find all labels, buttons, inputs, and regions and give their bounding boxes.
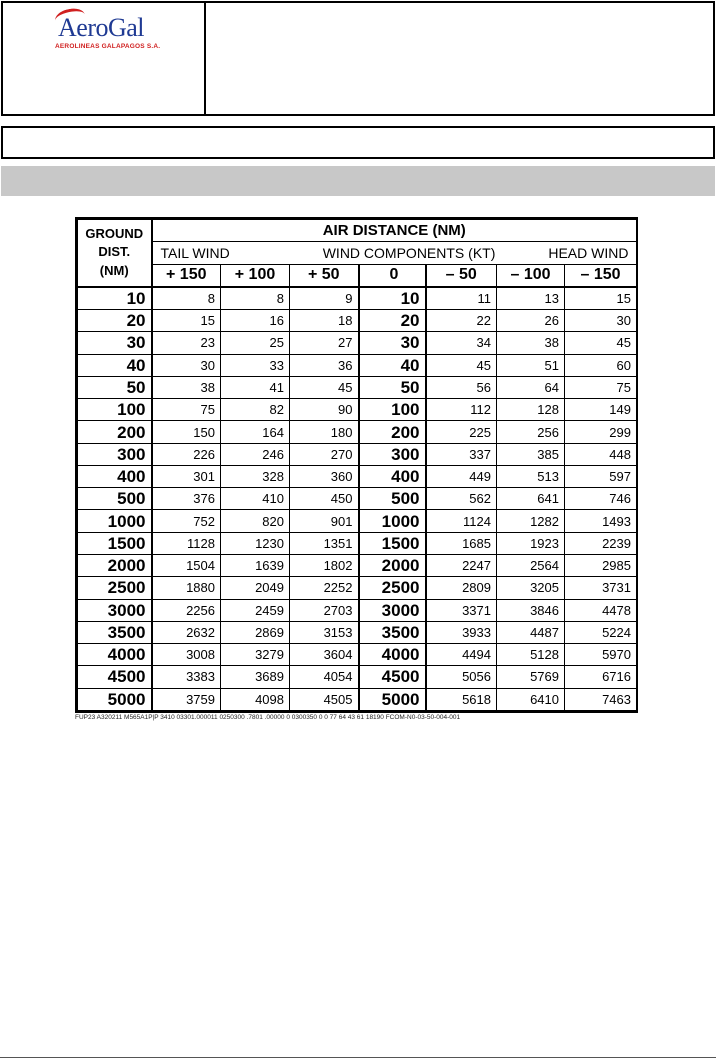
wind-labels bbox=[152, 242, 637, 264]
air-distance-cell: 1504 bbox=[152, 554, 221, 576]
ground-distance-cell: 500 bbox=[78, 488, 152, 510]
air-distance-cell: 16 bbox=[221, 310, 290, 332]
head-wind-label: HEAD WIND bbox=[548, 244, 629, 261]
table-row bbox=[78, 532, 637, 554]
air-distance-cell: 150 bbox=[152, 421, 221, 443]
zero-wind-cell: 1000 bbox=[359, 510, 426, 532]
wind-components-label: WIND COMPONENTS (KT) bbox=[322, 244, 496, 261]
air-distance-cell: 25 bbox=[221, 332, 290, 354]
ground-distance-cell: 5000 bbox=[78, 688, 152, 710]
air-distance-cell: 2049 bbox=[221, 577, 290, 599]
air-distance-cell: 5224 bbox=[565, 621, 637, 643]
air-distance-cell: 30 bbox=[565, 310, 637, 332]
air-distance-cell: 23 bbox=[152, 332, 221, 354]
ground-distance-cell: 200 bbox=[78, 421, 152, 443]
air-distance-cell: 4494 bbox=[426, 644, 497, 666]
ground-distance-cell: 3500 bbox=[78, 621, 152, 643]
wind-label-row bbox=[78, 242, 637, 264]
air-distance-cell: 1880 bbox=[152, 577, 221, 599]
table-row bbox=[78, 488, 637, 510]
column-header: + 50 bbox=[290, 264, 359, 287]
section-title-band bbox=[1, 166, 715, 196]
air-distance-cell: 3731 bbox=[565, 577, 637, 599]
zero-wind-cell: 20 bbox=[359, 310, 426, 332]
zero-wind-cell: 300 bbox=[359, 443, 426, 465]
table-row bbox=[78, 644, 637, 666]
document-reference-code: FUP23 A320211 M565A1P|P 3410 03301.000011 0250300 .7801 .00000 0 0300350 0 0 77 64 43 61 18190 FCOM-N0-03-50-004-001 bbox=[75, 714, 461, 721]
logo-cell bbox=[3, 3, 206, 114]
air-distance-cell: 4505 bbox=[290, 688, 359, 710]
document-header bbox=[1, 1, 715, 116]
air-distance-cell: 2247 bbox=[426, 554, 497, 576]
air-distance-cell: 4487 bbox=[497, 621, 565, 643]
ground-distance-header bbox=[78, 220, 152, 287]
air-distance-cell: 2252 bbox=[290, 577, 359, 599]
air-distance-cell: 18 bbox=[290, 310, 359, 332]
air-distance-cell: 1230 bbox=[221, 532, 290, 554]
table-row bbox=[78, 465, 637, 487]
air-distance-cell: 301 bbox=[152, 465, 221, 487]
air-distance-cell: 38 bbox=[152, 376, 221, 398]
ground-distance-cell: 2000 bbox=[78, 554, 152, 576]
ground-distance-cell: 1500 bbox=[78, 532, 152, 554]
ground-distance-cell: 4000 bbox=[78, 644, 152, 666]
air-distance-cell: 1685 bbox=[426, 532, 497, 554]
air-distance-cell: 1128 bbox=[152, 532, 221, 554]
air-distance-cell: 30 bbox=[152, 354, 221, 376]
ground-label: GROUND bbox=[85, 225, 144, 241]
air-distance-cell: 3689 bbox=[221, 666, 290, 688]
ground-distance-cell: 30 bbox=[78, 332, 152, 354]
zero-wind-cell: 40 bbox=[359, 354, 426, 376]
ground-distance-cell: 50 bbox=[78, 376, 152, 398]
air-distance-cell: 225 bbox=[426, 421, 497, 443]
column-header: – 50 bbox=[426, 264, 497, 287]
air-distance-cell: 27 bbox=[290, 332, 359, 354]
air-distance-cell: 41 bbox=[221, 376, 290, 398]
air-distance-cell: 4054 bbox=[290, 666, 359, 688]
air-distance-cell: 149 bbox=[565, 399, 637, 421]
air-distance-cell: 5769 bbox=[497, 666, 565, 688]
ground-distance-cell: 400 bbox=[78, 465, 152, 487]
air-distance-cell: 597 bbox=[565, 465, 637, 487]
tail-wind-label: TAIL WIND bbox=[160, 244, 230, 261]
air-distance-cell: 2459 bbox=[221, 599, 290, 621]
air-distance-cell: 901 bbox=[290, 510, 359, 532]
air-distance-cell: 64 bbox=[497, 376, 565, 398]
air-distance-cell: 2869 bbox=[221, 621, 290, 643]
air-distance-cell: 4098 bbox=[221, 688, 290, 710]
zero-wind-cell: 5000 bbox=[359, 688, 426, 710]
zero-wind-cell: 2000 bbox=[359, 554, 426, 576]
air-distance-cell: 164 bbox=[221, 421, 290, 443]
air-distance-cell: 360 bbox=[290, 465, 359, 487]
dist-label: DIST. bbox=[98, 244, 131, 260]
air-distance-cell: 128 bbox=[497, 399, 565, 421]
air-distance-cell: 3933 bbox=[426, 621, 497, 643]
air-distance-cell: 410 bbox=[221, 488, 290, 510]
air-distance-cell: 2985 bbox=[565, 554, 637, 576]
air-distance-cell: 45 bbox=[426, 354, 497, 376]
column-header: 0 bbox=[359, 264, 426, 287]
air-distance-cell: 51 bbox=[497, 354, 565, 376]
table-row bbox=[78, 287, 637, 310]
air-distance-cell: 7463 bbox=[565, 688, 637, 710]
reference-bar bbox=[1, 126, 715, 159]
air-distance-cell: 2256 bbox=[152, 599, 221, 621]
air-distance-cell: 6410 bbox=[497, 688, 565, 710]
air-distance-cell: 1639 bbox=[221, 554, 290, 576]
page-bottom-rule bbox=[0, 1057, 716, 1058]
air-distance-cell: 385 bbox=[497, 443, 565, 465]
air-distance-cell: 75 bbox=[152, 399, 221, 421]
zero-wind-cell: 3000 bbox=[359, 599, 426, 621]
zero-wind-cell: 400 bbox=[359, 465, 426, 487]
air-distance-cell: 2703 bbox=[290, 599, 359, 621]
air-distance-cell: 3153 bbox=[290, 621, 359, 643]
company-logo-subtitle: AEROLINEAS GALAPAGOS S.A. bbox=[55, 43, 161, 50]
table-row bbox=[78, 577, 637, 599]
ground-distance-cell: 100 bbox=[78, 399, 152, 421]
table-row bbox=[78, 421, 637, 443]
zero-wind-cell: 4000 bbox=[359, 644, 426, 666]
air-distance-cell: 1351 bbox=[290, 532, 359, 554]
table-row bbox=[78, 376, 637, 398]
air-distance-cell: 562 bbox=[426, 488, 497, 510]
air-distance-cell: 2632 bbox=[152, 621, 221, 643]
zero-wind-cell: 1500 bbox=[359, 532, 426, 554]
air-distance-cell: 90 bbox=[290, 399, 359, 421]
air-distance-cell: 641 bbox=[497, 488, 565, 510]
zero-wind-cell: 3500 bbox=[359, 621, 426, 643]
air-distance-cell: 270 bbox=[290, 443, 359, 465]
air-distance-cell: 3205 bbox=[497, 577, 565, 599]
zero-wind-cell: 200 bbox=[359, 421, 426, 443]
zero-wind-cell: 30 bbox=[359, 332, 426, 354]
air-distance-cell: 13 bbox=[497, 287, 565, 310]
air-distance-cell: 75 bbox=[565, 376, 637, 398]
air-distance-cell: 15 bbox=[565, 287, 637, 310]
table-row bbox=[78, 443, 637, 465]
table-row bbox=[78, 666, 637, 688]
air-distance-cell: 33 bbox=[221, 354, 290, 376]
air-distance-cell: 8 bbox=[221, 287, 290, 310]
air-distance-cell: 1124 bbox=[426, 510, 497, 532]
air-distance-cell: 34 bbox=[426, 332, 497, 354]
air-distance-cell: 3279 bbox=[221, 644, 290, 666]
air-distance-cell: 2809 bbox=[426, 577, 497, 599]
table-row bbox=[78, 621, 637, 643]
title-row bbox=[78, 220, 637, 242]
zero-wind-cell: 50 bbox=[359, 376, 426, 398]
air-distance-cell: 256 bbox=[497, 421, 565, 443]
zero-wind-cell: 4500 bbox=[359, 666, 426, 688]
air-distance-cell: 15 bbox=[152, 310, 221, 332]
air-distance-cell: 1802 bbox=[290, 554, 359, 576]
air-distance-cell: 45 bbox=[565, 332, 637, 354]
column-header: + 150 bbox=[152, 264, 221, 287]
air-distance-cell: 746 bbox=[565, 488, 637, 510]
air-distance-cell: 112 bbox=[426, 399, 497, 421]
company-logo: AeroGal bbox=[58, 13, 145, 42]
table-row bbox=[78, 510, 637, 532]
zero-wind-cell: 10 bbox=[359, 287, 426, 310]
air-distance-cell: 3604 bbox=[290, 644, 359, 666]
air-distance-cell: 513 bbox=[497, 465, 565, 487]
zero-wind-cell: 100 bbox=[359, 399, 426, 421]
air-distance-cell: 3846 bbox=[497, 599, 565, 621]
air-distance-cell: 337 bbox=[426, 443, 497, 465]
air-distance-cell: 36 bbox=[290, 354, 359, 376]
air-distance-cell: 2564 bbox=[497, 554, 565, 576]
table-row bbox=[78, 399, 637, 421]
ground-distance-cell: 300 bbox=[78, 443, 152, 465]
column-header: – 100 bbox=[497, 264, 565, 287]
ground-distance-cell: 40 bbox=[78, 354, 152, 376]
air-distance-cell: 180 bbox=[290, 421, 359, 443]
air-distance-cell: 38 bbox=[497, 332, 565, 354]
air-distance-cell: 328 bbox=[221, 465, 290, 487]
air-distance-cell: 1923 bbox=[497, 532, 565, 554]
air-distance-cell: 5056 bbox=[426, 666, 497, 688]
air-distance-cell: 45 bbox=[290, 376, 359, 398]
air-distance-cell: 9 bbox=[290, 287, 359, 310]
air-distance-cell: 820 bbox=[221, 510, 290, 532]
ground-distance-cell: 2500 bbox=[78, 577, 152, 599]
air-distance-cell: 752 bbox=[152, 510, 221, 532]
air-distance-cell: 3371 bbox=[426, 599, 497, 621]
zero-wind-cell: 2500 bbox=[359, 577, 426, 599]
air-distance-cell: 3008 bbox=[152, 644, 221, 666]
table-row bbox=[78, 332, 637, 354]
table-row bbox=[78, 688, 637, 710]
air-distance-cell: 8 bbox=[152, 287, 221, 310]
air-distance-cell: 60 bbox=[565, 354, 637, 376]
table-row bbox=[78, 354, 637, 376]
air-distance-cell: 22 bbox=[426, 310, 497, 332]
air-distance-cell: 4478 bbox=[565, 599, 637, 621]
air-distance-cell: 82 bbox=[221, 399, 290, 421]
air-distance-table bbox=[77, 219, 637, 711]
table-row bbox=[78, 554, 637, 576]
air-distance-cell: 5128 bbox=[497, 644, 565, 666]
air-distance-cell: 1493 bbox=[565, 510, 637, 532]
column-header: + 100 bbox=[221, 264, 290, 287]
air-distance-cell: 226 bbox=[152, 443, 221, 465]
air-distance-cell: 56 bbox=[426, 376, 497, 398]
air-distance-cell: 299 bbox=[565, 421, 637, 443]
air-distance-cell: 1282 bbox=[497, 510, 565, 532]
air-distance-cell: 5618 bbox=[426, 688, 497, 710]
air-distance-cell: 6716 bbox=[565, 666, 637, 688]
air-distance-cell: 376 bbox=[152, 488, 221, 510]
air-distance-cell: 246 bbox=[221, 443, 290, 465]
air-distance-cell: 450 bbox=[290, 488, 359, 510]
column-header-row bbox=[78, 264, 637, 287]
ground-distance-cell: 10 bbox=[78, 287, 152, 310]
nm-label: (NM) bbox=[99, 263, 129, 279]
column-header: – 150 bbox=[565, 264, 637, 287]
ground-distance-cell: 4500 bbox=[78, 666, 152, 688]
zero-wind-cell: 500 bbox=[359, 488, 426, 510]
air-distance-cell: 448 bbox=[565, 443, 637, 465]
air-distance-cell: 11 bbox=[426, 287, 497, 310]
table-row bbox=[78, 599, 637, 621]
air-distance-table-container bbox=[75, 217, 638, 713]
air-distance-cell: 2239 bbox=[565, 532, 637, 554]
air-distance-cell: 449 bbox=[426, 465, 497, 487]
air-distance-cell: 3759 bbox=[152, 688, 221, 710]
ground-distance-cell: 3000 bbox=[78, 599, 152, 621]
air-distance-cell: 26 bbox=[497, 310, 565, 332]
air-distance-cell: 3383 bbox=[152, 666, 221, 688]
table-title: AIR DISTANCE (NM) bbox=[152, 220, 637, 242]
ground-distance-cell: 1000 bbox=[78, 510, 152, 532]
ground-distance-cell: 20 bbox=[78, 310, 152, 332]
air-distance-cell: 5970 bbox=[565, 644, 637, 666]
table-row bbox=[78, 310, 637, 332]
